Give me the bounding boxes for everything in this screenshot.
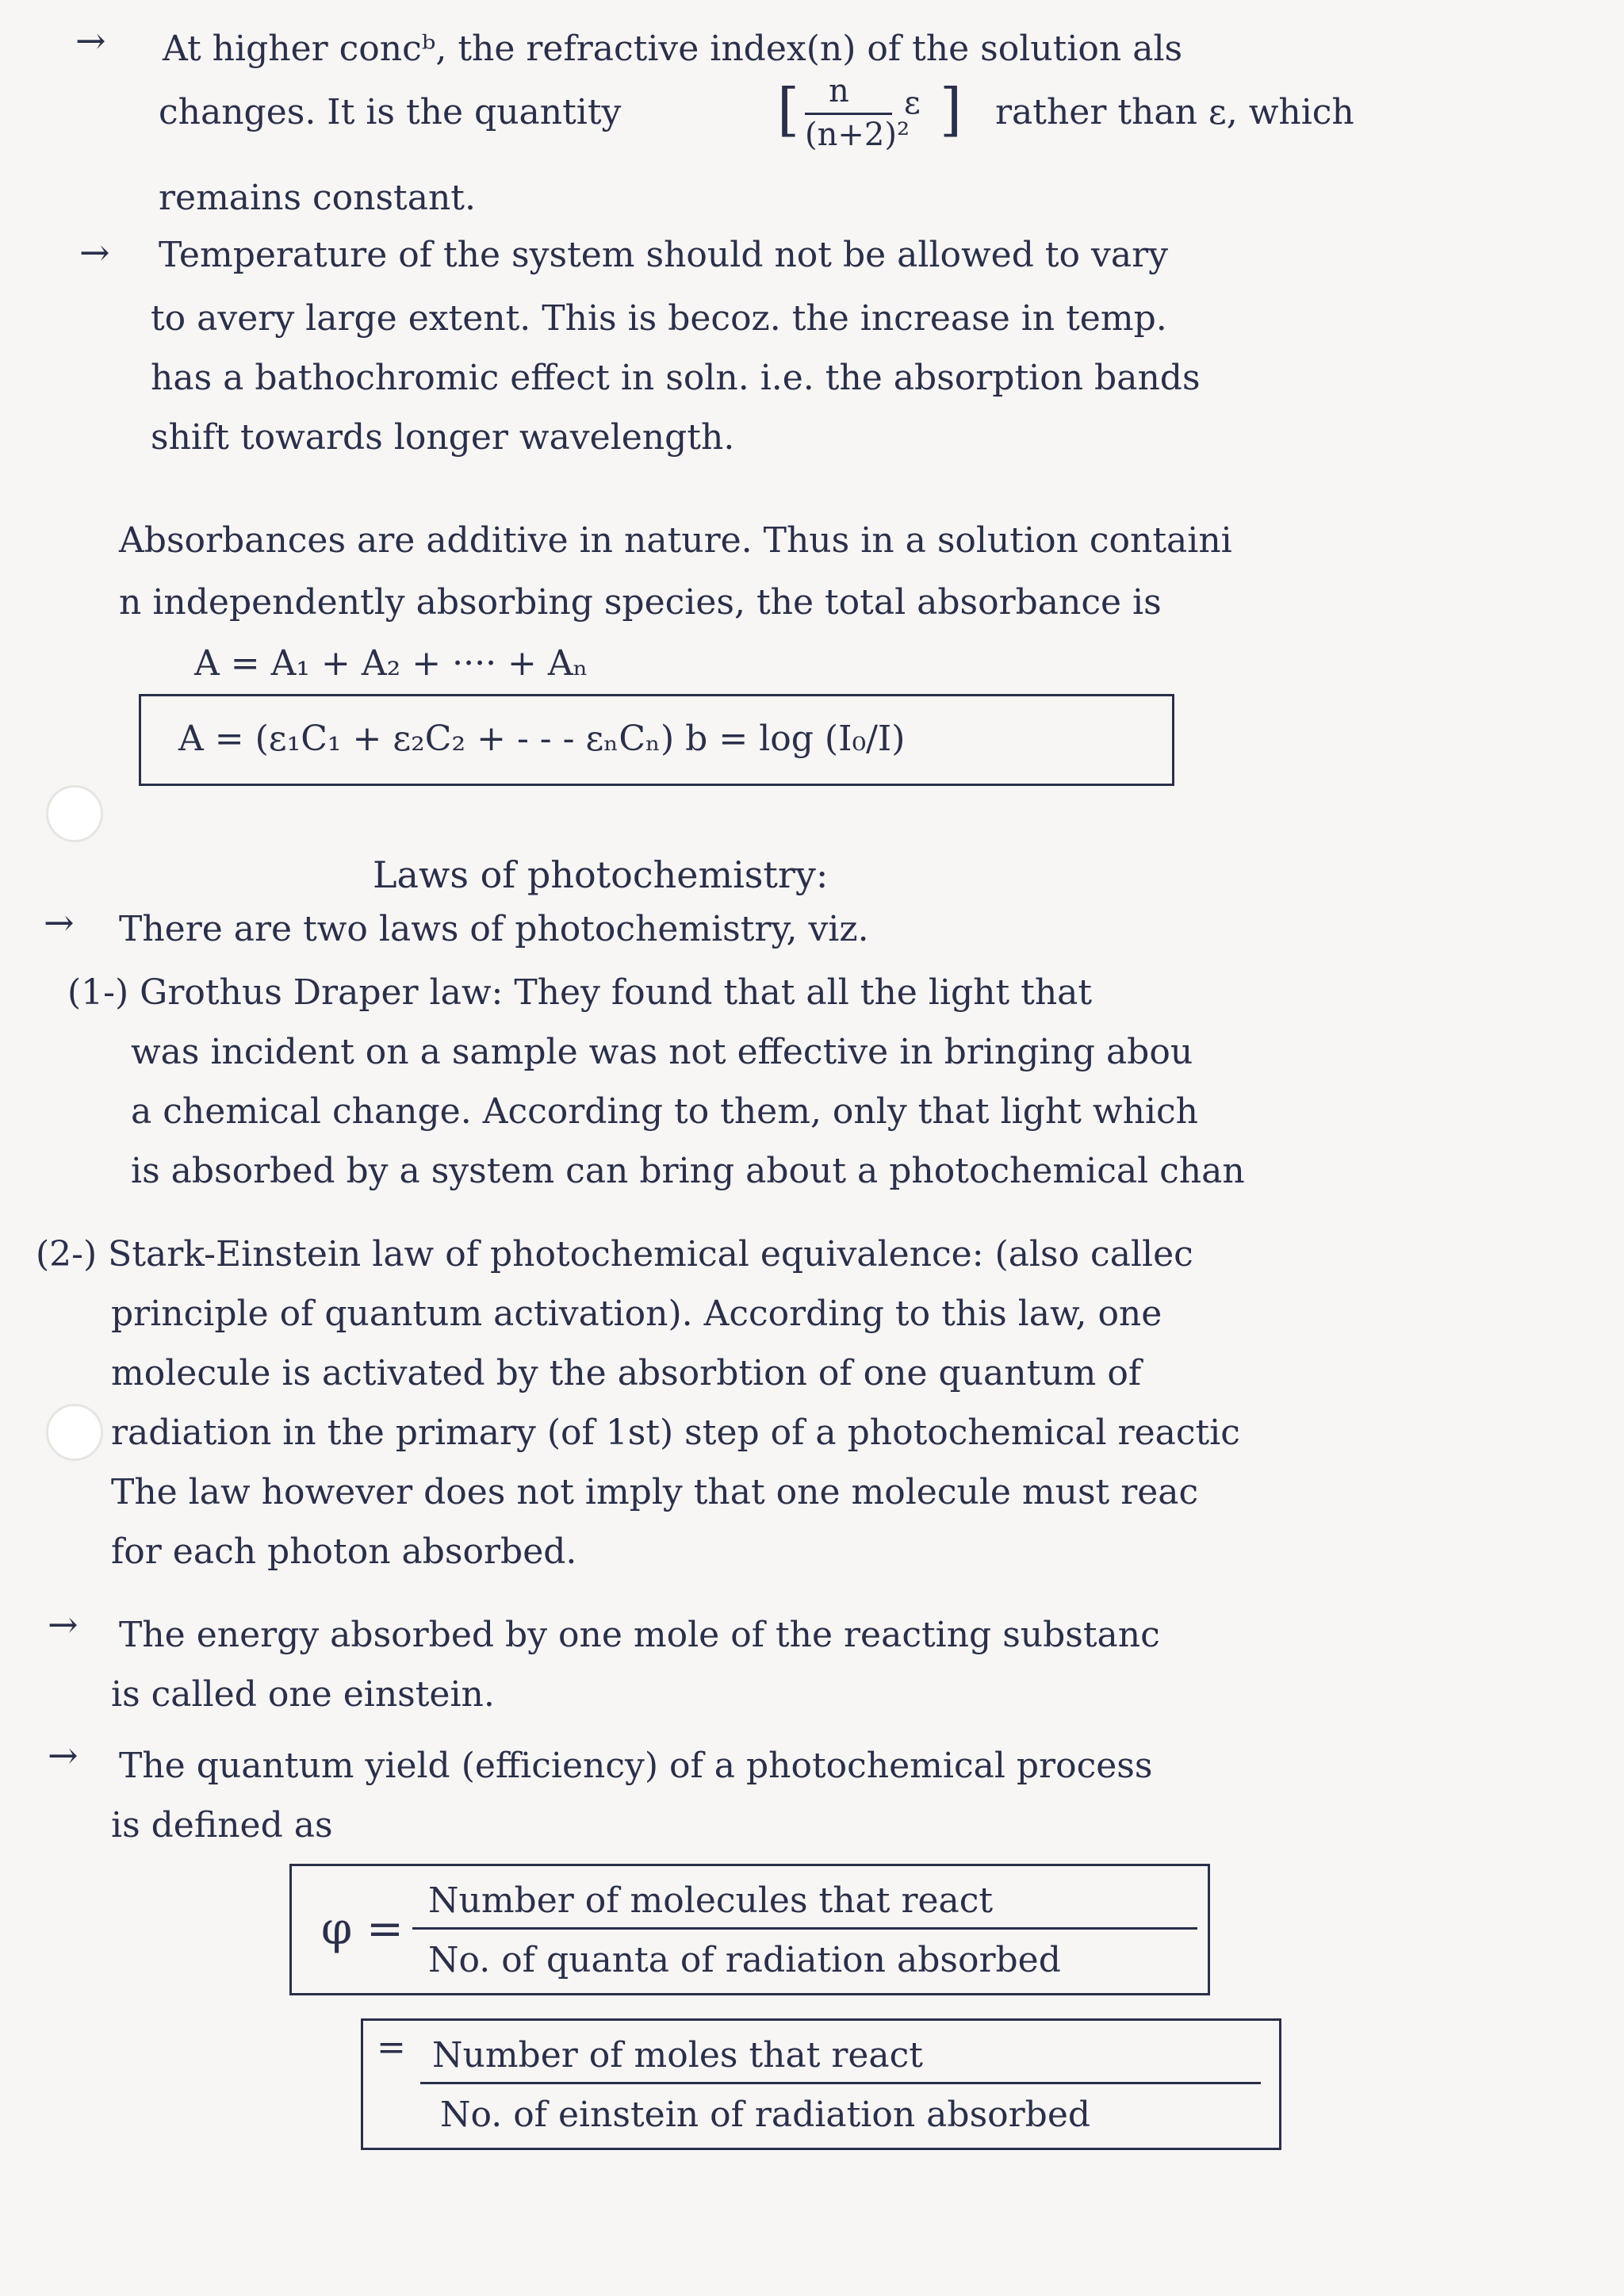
law2-line3: molecule is activated by the absorbtion of one quantum of (111, 1353, 1142, 1393)
quantity-bracket-left: [ (777, 76, 800, 143)
quantity-bracket-right: ] (940, 76, 963, 143)
yield-numerator-2: Number of moles that react (432, 2035, 923, 2076)
bullet1-line2a: changes. It is the quantity (159, 92, 622, 132)
yield-fraction-bar-1 (412, 1927, 1197, 1930)
punch-hole-bottom (46, 1404, 103, 1461)
law2-line2: principle of quantum activation). According to this law, one (111, 1294, 1162, 1334)
laws-heading: Laws of photochemistry: (373, 853, 829, 896)
law1-line4: is absorbed by a system can bring about a photochemical chan (131, 1151, 1245, 1191)
quantum-yield-line1: The quantum yield (efficiency) of a photochemical process (119, 1746, 1153, 1786)
bullet2-line2: to avery large extent. This is becoz. the increase in temp. (151, 298, 1167, 339)
law2-line6: for each photon absorbed. (111, 1531, 577, 1572)
bullet2-line3: has a bathochromic effect in soln. i.e. the absorption bands (151, 358, 1201, 398)
yield-denominator-1: No. of quanta of radiation absorbed (428, 1940, 1061, 1980)
bullet1-line2b: rather than ε, which (995, 92, 1354, 132)
phi-symbol: φ = (321, 1903, 404, 1955)
punch-hole-top (46, 785, 103, 842)
arrow-icon: → (75, 19, 106, 62)
additive-equation: A = A₁ + A₂ + ···· + Aₙ (194, 643, 588, 684)
law1-line1: (1-) Grothus Draper law: They found that all the light that (67, 972, 1093, 1013)
arrow-icon: → (44, 901, 75, 944)
arrow-icon: → (79, 231, 110, 274)
bullet1-line3: remains constant. (159, 178, 476, 218)
bullet1-line1: At higher concᵇ, the refractive index(n) of the solution als (163, 29, 1183, 69)
einstein-line1: The energy absorbed by one mole of the reacting substanc (119, 1615, 1160, 1655)
fraction-epsilon: ε (904, 85, 921, 121)
additive-line2: n independently absorbing species, the total absorbance is (119, 582, 1162, 623)
fraction-denominator: (n+2)² (805, 117, 910, 153)
fraction-numerator: n (829, 73, 849, 109)
law2-line5: The law however does not imply that one molecule must reac (111, 1472, 1199, 1512)
arrow-icon: → (48, 1603, 79, 1646)
yield-denominator-2: No. of einstein of radiation absorbed (440, 2095, 1091, 2135)
laws-intro: There are two laws of photochemistry, viz. (119, 909, 869, 949)
yield-fraction-bar-2 (420, 2082, 1261, 2084)
bullet2-line4: shift towards longer wavelength. (151, 417, 735, 458)
law1-line3: a chemical change. According to them, only that light which (131, 1091, 1198, 1132)
einstein-line2: is called one einstein. (111, 1674, 495, 1715)
additive-line1: Absorbances are additive in nature. Thus in a solution containi (119, 520, 1232, 561)
equals-sign: = (377, 2027, 406, 2068)
law2-line4: radiation in the primary (of 1st) step of a photochemical reactic (111, 1412, 1240, 1453)
arrow-icon: → (48, 1734, 79, 1777)
law2-line1: (2-) Stark-Einstein law of photochemical equivalence: (also callec (36, 1234, 1193, 1274)
quantum-yield-line2: is defined as (111, 1805, 333, 1846)
absorbance-equation: A = (ε₁C₁ + ε₂C₂ + - - - εₙCₙ) b = log (I₀/I) (178, 719, 906, 759)
fraction-bar (805, 113, 892, 115)
bullet2-line1: Temperature of the system should not be allowed to vary (159, 235, 1169, 275)
yield-numerator-1: Number of molecules that react (428, 1880, 994, 1921)
law1-line2: was incident on a sample was not effective in bringing abou (131, 1032, 1193, 1072)
